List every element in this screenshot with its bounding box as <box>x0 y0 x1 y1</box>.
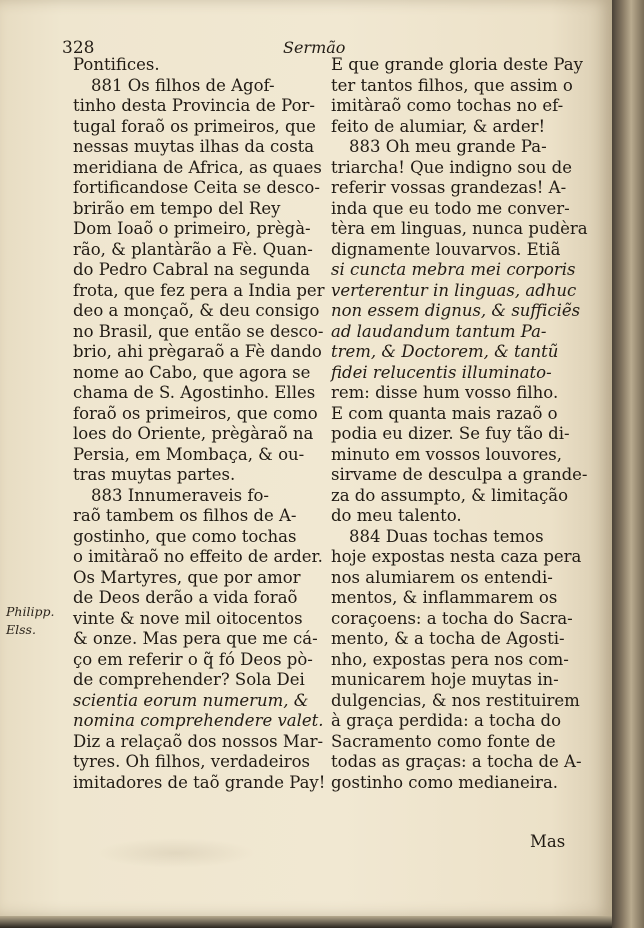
text-line: & onze. Mas pera que me cá- <box>73 629 318 648</box>
text-line: nome ao Cabo, que agora se <box>73 362 311 382</box>
text-line: rem: disse hum vosso filho. <box>331 383 559 402</box>
text-line: imitàraõ como tochas no ef- <box>331 96 564 115</box>
text-line: 883 Oh meu grande Pa- <box>349 137 547 156</box>
marginal-note-line: Philipp. <box>6 604 55 619</box>
text-line: loes do Oriente, prègàraõ na <box>73 424 314 443</box>
text-line: Persia, em Mombaça, & ou- <box>73 444 305 464</box>
text-line: podia eu dizer. Se fuy tão di- <box>331 424 570 443</box>
text-line: deo a monçaõ, & deu consigo <box>73 301 320 320</box>
text-line: dulgencias, & nos restituirem <box>331 690 580 710</box>
text-line: brirão em tempo del Rey <box>73 198 281 218</box>
text-line: no Brasil, que então se desco- <box>73 321 324 341</box>
text-line: 884 Duas tochas temos <box>349 526 544 546</box>
text-line: do Pedro Cabral na segunda <box>73 260 310 279</box>
text-line: raõ tambem os filhos de A- <box>73 506 297 525</box>
text-line: fortificandose Ceita se desco- <box>73 178 320 197</box>
page-bottom-edge <box>0 916 612 928</box>
text-line: E que grande gloria deste Pay <box>331 55 583 74</box>
text-line: o imitàraõ no effeito de arder. <box>73 547 323 566</box>
text-line: si cuncta mebra mei corporis <box>331 260 576 279</box>
text-line: de comprehender? Sola Dei <box>73 670 305 689</box>
text-line: 881 Os filhos de Agof- <box>91 75 275 95</box>
text-line: Pontifices. <box>73 55 160 74</box>
text-line: vinte & nove mil oitocentos <box>73 608 303 628</box>
marginal-note <box>6 603 54 639</box>
text-line: imitadores de taõ grande Pay! <box>73 772 326 792</box>
text-line: hoje expostas nesta caza pera <box>331 547 582 566</box>
text-line: tèra em linguas, nunca pudèra <box>331 219 588 238</box>
text-line: do meu talento. <box>331 506 462 525</box>
text-line: todas as graças: a tocha de A- <box>331 752 582 771</box>
text-line: ad laudandum tantum Pa- <box>331 321 547 341</box>
text-line: brio, ahi prègaraõ a Fè dando <box>73 342 322 361</box>
text-line: ter tantos filhos, que assim o <box>331 75 573 95</box>
text-line: nho, expostas pera nos com- <box>331 649 569 669</box>
text-line: meridiana de Africa, as quaes <box>73 157 322 177</box>
text-line: nos alumiarem os entendi- <box>331 567 553 587</box>
text-line: gostinho, que como tochas <box>73 526 297 546</box>
text-line: dignamente louvarvos. Etiã <box>331 239 561 259</box>
text-line: E com quanta mais razaõ o <box>331 403 558 423</box>
text-line: non essem dignus, & sufficiẽs <box>331 301 581 320</box>
text-line: municarem hoje muytas in- <box>331 670 559 689</box>
ink-show-through <box>96 838 256 868</box>
text-line: rão, & plantàrão a Fè. Quan- <box>73 239 313 259</box>
text-line: referir vossas grandezas! A- <box>331 178 567 197</box>
text-line: 883 Innumeraveis fo- <box>91 485 269 505</box>
page-number: 328 <box>62 38 95 58</box>
text-line: mentos, & inflammarem os <box>331 588 558 607</box>
text-line: foraõ os primeiros, que como <box>73 403 318 423</box>
text-line: tugal foraõ os primeiros, que <box>73 116 316 136</box>
text-line: Dom Ioaõ o primeiro, prègà- <box>73 219 311 238</box>
text-line: de Deos derão a vida foraõ <box>73 588 298 607</box>
text-line: Sacramento como fonte de <box>331 731 556 751</box>
text-line: triarcha! Que indigno sou de <box>331 157 572 177</box>
text-line: à graça perdida: a tocha do <box>331 711 562 730</box>
text-line: mento, & a tocha de Agosti- <box>331 629 565 648</box>
text-line: trem, & Doctorem, & tantũ <box>331 342 559 361</box>
text-line: nomina comprehendere valet. <box>73 711 324 730</box>
text-line: minuto em vossos louvores, <box>331 444 562 464</box>
text-line: coraçoens: a tocha do Sacra- <box>331 608 573 628</box>
text-line: verterentur in linguas, adhuc <box>331 280 577 300</box>
marginal-note-line: Elss. <box>6 622 36 637</box>
right-text-column <box>331 55 588 793</box>
text-line: tyres. Oh filhos, verdadeiros <box>73 752 311 771</box>
text-line: ço em referir o q̃ fó Deos pò- <box>73 649 313 669</box>
text-line: nessas muytas ilhas da costa <box>73 137 315 156</box>
text-line: scientia eorum numerum, & <box>73 690 309 710</box>
running-head: Sermão <box>283 38 346 57</box>
facing-page-edge <box>612 0 644 928</box>
text-line: sirvame de desculpa a grande- <box>331 465 588 484</box>
left-text-column <box>73 55 326 793</box>
text-line: chama de S. Agostinho. Elles <box>73 383 316 402</box>
text-line: inda que eu todo me conver- <box>331 198 570 218</box>
text-line: frota, que fez pera a India per <box>73 280 325 300</box>
text-line: tinho desta Provincia de Por- <box>73 96 315 115</box>
text-line: za do assumpto, & limitação <box>331 485 569 505</box>
text-line: fidei relucentis illuminato- <box>331 362 552 382</box>
text-line: feito de alumiar, & arder! <box>331 116 546 136</box>
catchword: Mas <box>530 832 566 851</box>
text-line: tras muytas partes. <box>73 465 236 484</box>
text-line: Diz a relaçaõ dos nossos Mar- <box>73 731 324 751</box>
text-line: gostinho como medianeira. <box>331 772 559 792</box>
text-line: Os Martyres, que por amor <box>73 567 301 587</box>
